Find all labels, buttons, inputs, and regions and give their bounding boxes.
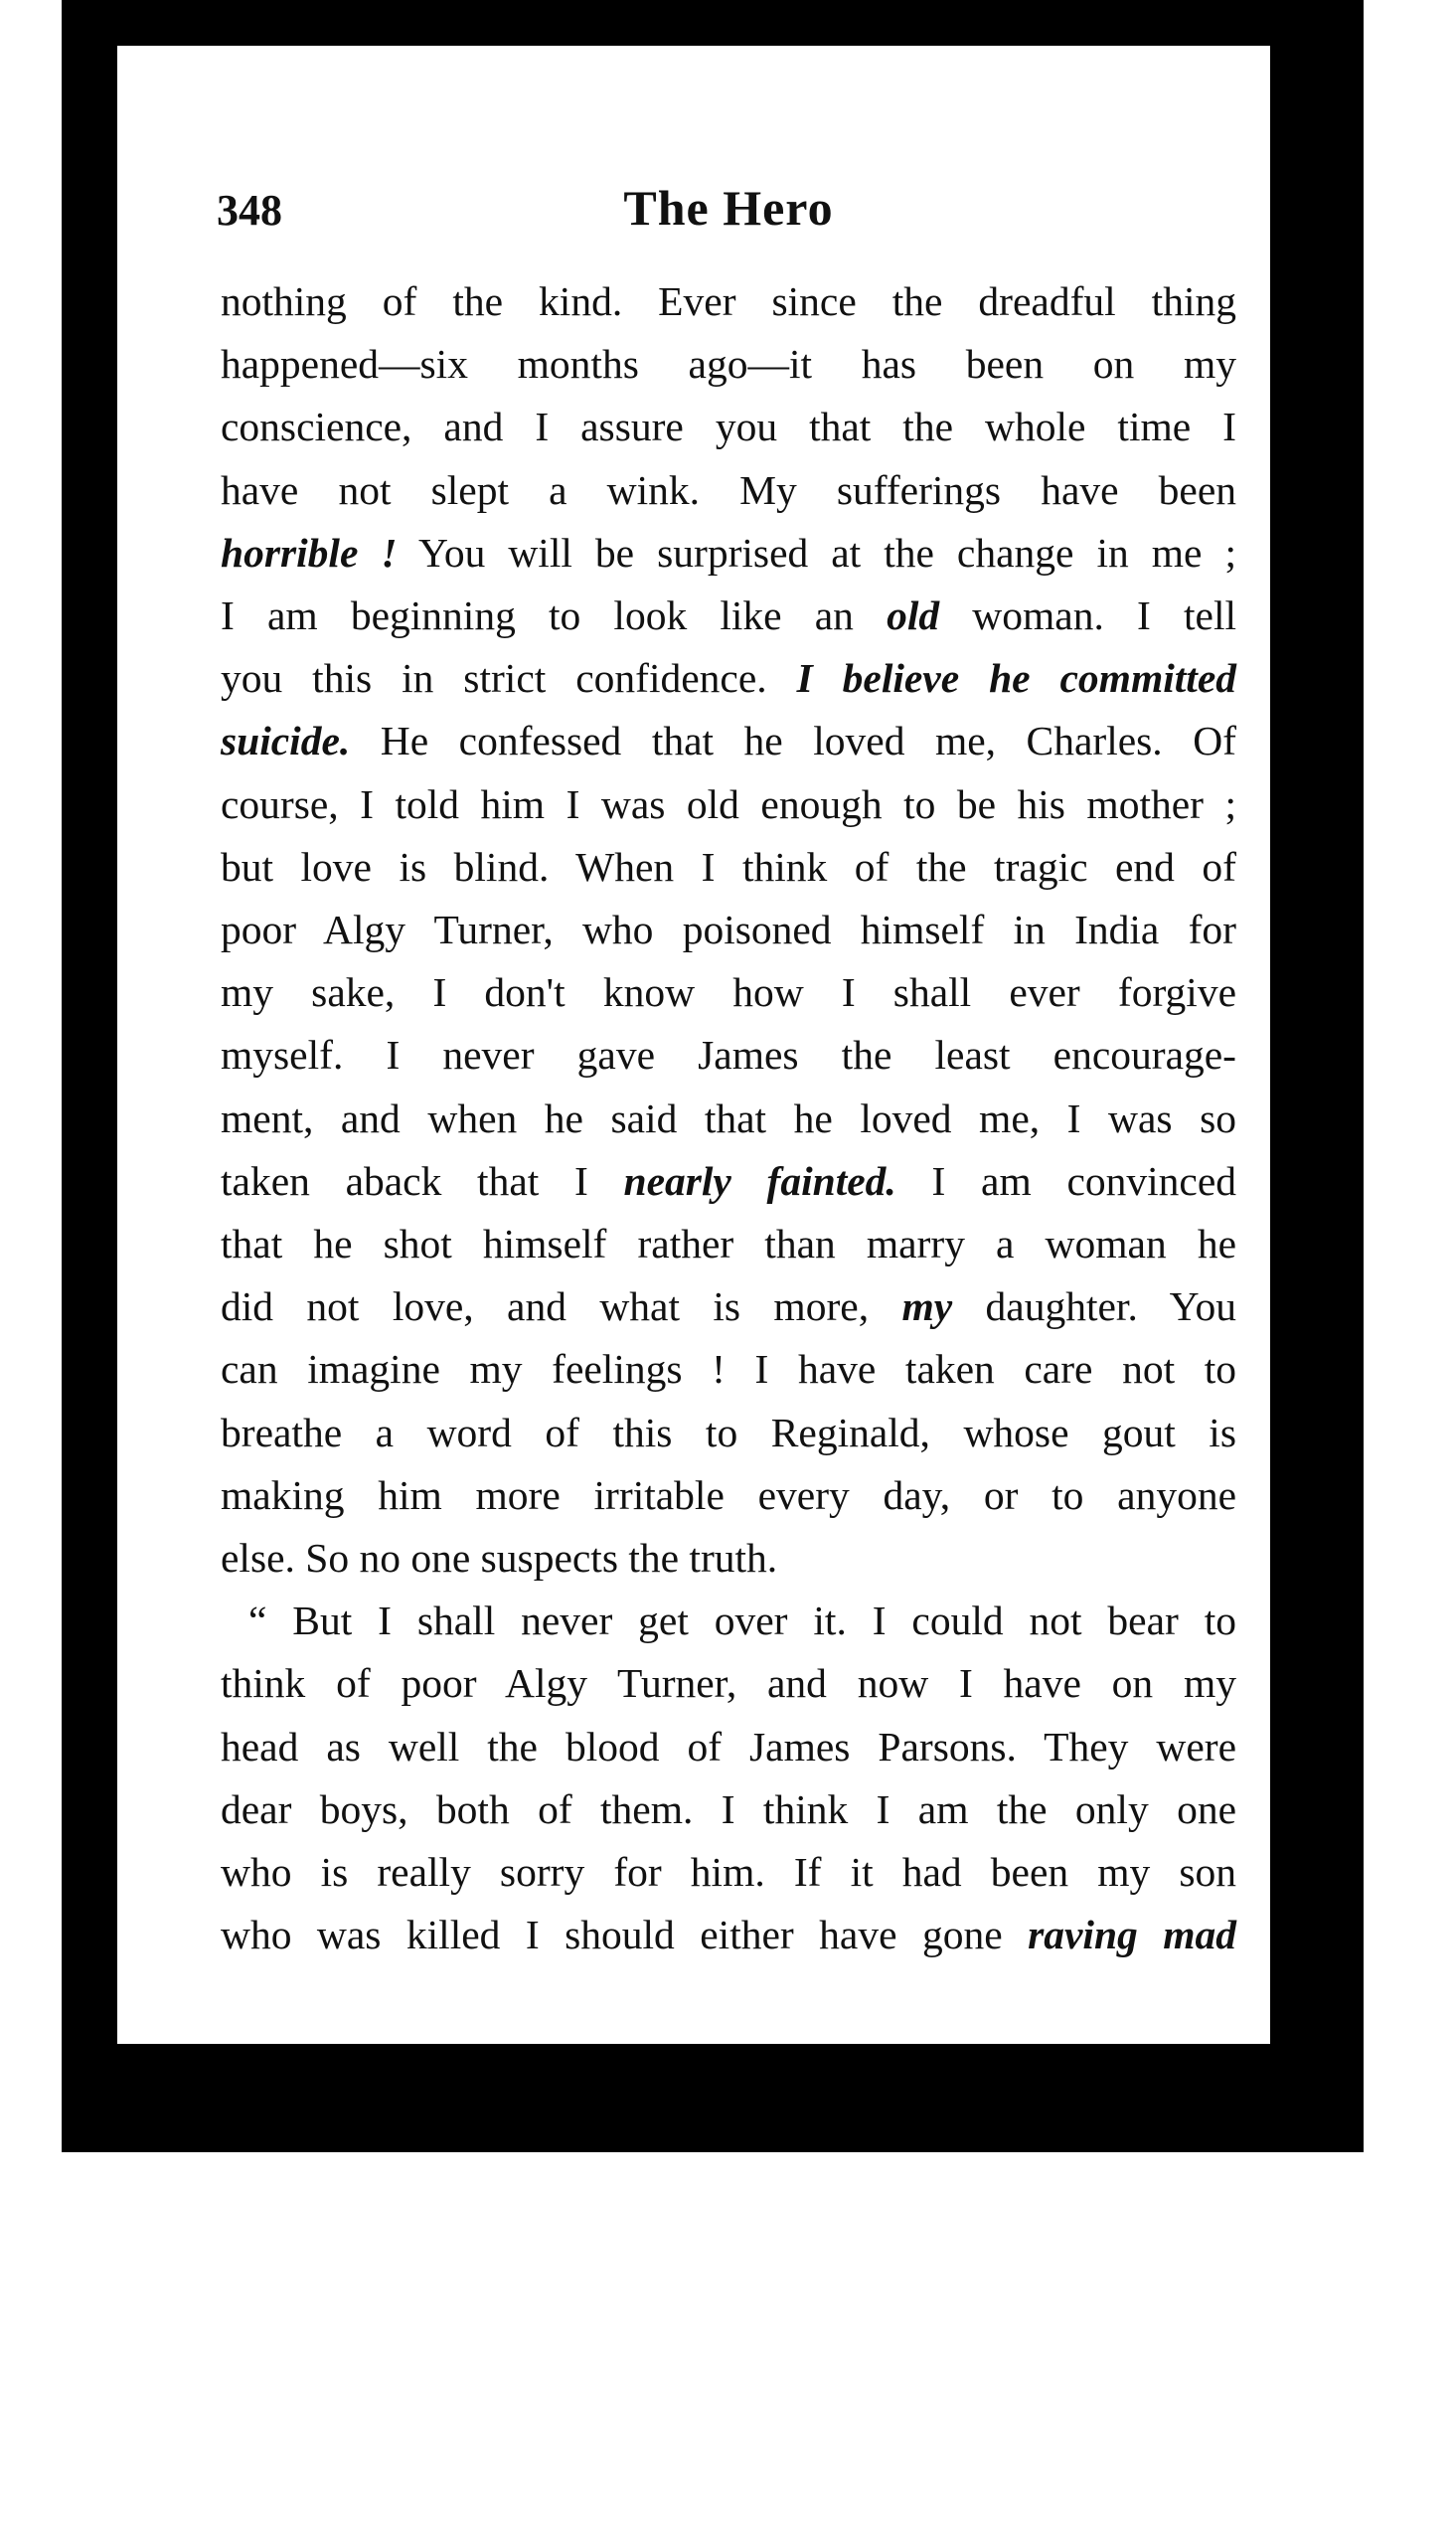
text-line — [221, 961, 1236, 1024]
text-line — [221, 1841, 1236, 1904]
text-line — [221, 710, 1236, 772]
text-run: have not slept a wink. My sufferings have been — [221, 466, 1236, 513]
text-run: woman. I tell — [939, 592, 1237, 639]
text-line — [221, 585, 1236, 647]
text-line — [221, 647, 1236, 710]
text-run: ment, and when he said that he loved me, I was so — [221, 1095, 1236, 1141]
text-line — [221, 1150, 1236, 1213]
body-text — [221, 270, 1236, 1966]
text-line — [221, 1275, 1236, 1338]
text-run: my sake, I don't know how I shall ever forgive — [221, 969, 1236, 1016]
text-run: course, I told him I was old enough to be his mother ; — [221, 780, 1236, 827]
text-run: making him more irritable every day, or to anyone — [221, 1471, 1236, 1518]
italic-emphasis: nearly fainted. — [623, 1157, 896, 1204]
text-run: conscience, and I assure you that the whole time I — [221, 404, 1236, 450]
text-run: think of poor Algy Turner, and now I have on my — [221, 1660, 1236, 1707]
text-run: poor Algy Turner, who poisoned himself in India for — [221, 907, 1236, 953]
text-run: happened—six months ago—it has been on my — [221, 341, 1236, 388]
text-line — [221, 1652, 1236, 1715]
text-line — [221, 1024, 1236, 1087]
text-run: you this in strict confidence. — [221, 655, 797, 702]
text-run: daughter. You — [952, 1283, 1236, 1330]
text-run: I am convinced — [895, 1157, 1236, 1204]
text-line — [221, 773, 1236, 836]
text-run: You will be surprised at the change in me ; — [397, 529, 1236, 576]
text-run: dear boys, both of them. I think I am the only one — [221, 1785, 1236, 1832]
italic-emphasis: my — [901, 1283, 953, 1330]
text-line — [221, 1904, 1236, 1966]
text-line — [221, 899, 1236, 961]
text-run: head as well the blood of James Parsons. They were — [221, 1723, 1236, 1770]
text-run: can imagine my feelings ! I have taken care not to — [221, 1346, 1236, 1393]
text-run: breathe a word of this to Reginald, whose gout is — [221, 1409, 1236, 1455]
italic-emphasis: old — [887, 592, 940, 639]
text-run: did not love, and what is more, — [221, 1283, 902, 1330]
text-run: He confessed that he loved me, Charles. Of — [350, 718, 1236, 764]
text-line — [221, 270, 1236, 333]
text-line — [221, 1590, 1236, 1652]
text-run: myself. I never gave James the least encourage- — [221, 1032, 1236, 1079]
text-line — [221, 333, 1236, 396]
scan-top-edge — [437, 0, 1352, 22]
text-run: who is really sorry for him. If it had been my son — [221, 1849, 1236, 1896]
page-header — [217, 179, 1240, 249]
text-line — [221, 1527, 1236, 1590]
text-run: who was killed I should either have gone — [221, 1912, 1029, 1958]
text-line — [221, 1088, 1236, 1150]
running-title: The Hero — [623, 180, 834, 236]
italic-emphasis: raving mad — [1028, 1912, 1237, 1958]
text-line — [221, 396, 1236, 458]
text-run: “ But I shall never get over it. I could not bear to — [248, 1598, 1236, 1644]
text-run: nothing of the kind. Ever since the dreadful thing — [221, 278, 1236, 324]
text-line — [221, 1338, 1236, 1401]
text-line — [221, 1402, 1236, 1464]
text-line — [221, 1716, 1236, 1778]
text-line — [221, 1213, 1236, 1275]
text-run: but love is blind. When I think of the tragic end of — [221, 843, 1236, 890]
text-run: that he shot himself rather than marry a woman he — [221, 1221, 1236, 1267]
text-line — [221, 1778, 1236, 1841]
text-line — [221, 522, 1236, 585]
text-line — [221, 459, 1236, 522]
italic-emphasis: horrible ! — [221, 529, 398, 576]
text-line — [221, 836, 1236, 899]
page-number: 348 — [217, 186, 282, 235]
text-line — [221, 1464, 1236, 1527]
text-run: taken aback that I — [221, 1157, 624, 1204]
text-run: else. So no one suspects the truth. — [221, 1535, 778, 1582]
italic-emphasis: I believe he committed — [796, 655, 1236, 702]
italic-emphasis: suicide. — [221, 718, 351, 764]
scan-right-edge — [1262, 60, 1332, 298]
text-run: I am beginning to look like an — [221, 592, 888, 639]
